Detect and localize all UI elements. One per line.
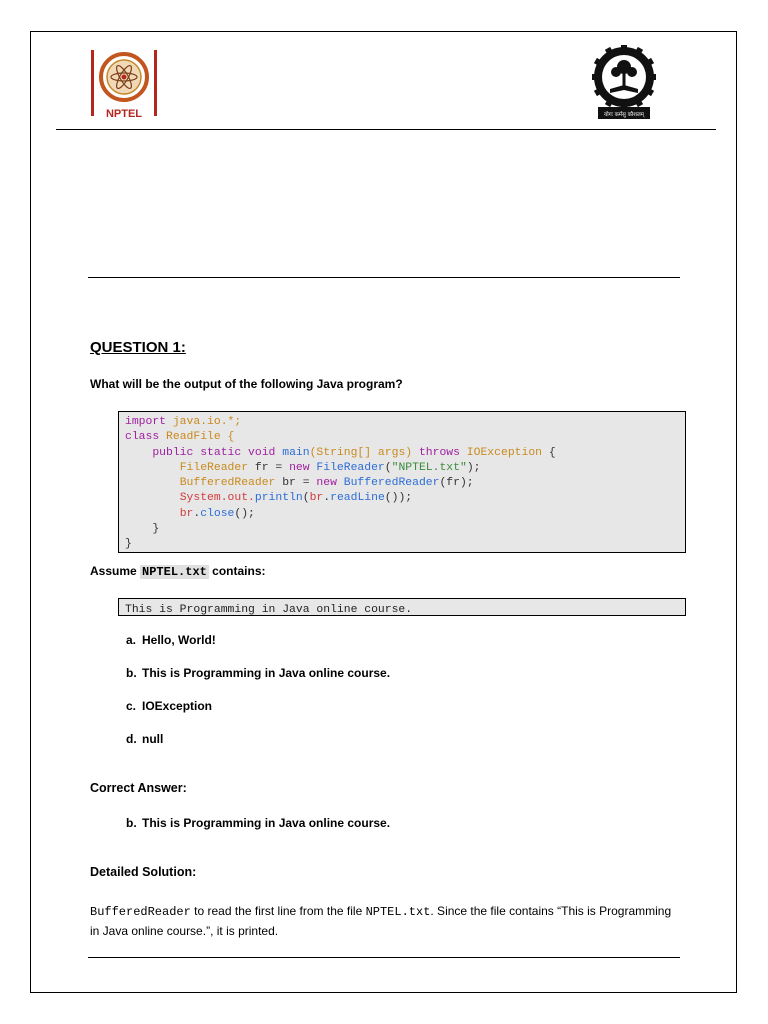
footer-divider (88, 957, 680, 958)
option-d: d. null (126, 732, 164, 746)
code-line-1: import java.io.*; (125, 416, 242, 428)
question-text: What will be the output of the following Java program? (90, 377, 403, 391)
option-c: c. IOException (126, 699, 213, 713)
file-contents-box (118, 598, 686, 616)
code-line-5: BufferedReader br = new BufferedReader(fr); (179, 477, 474, 490)
code-line-3: public static void main(String[] args) throws IOException { (152, 446, 556, 459)
section-divider (88, 277, 680, 278)
code-line-6: System.out.println(br.readLine()); (179, 492, 413, 505)
code-line-8: } (152, 523, 160, 536)
file-contents-text: This is Programming in Java online course. (125, 604, 413, 616)
detailed-solution-title: Detailed Solution: (90, 865, 197, 879)
detailed-solution-text: BufferedReader to read the first line from the file NPTEL.txt. Since the file contains “This is Programming in Java online course.”, it is printed. (90, 904, 672, 938)
option-b: b. This is Programming in Java online course. (126, 666, 391, 680)
code-line-2: class ReadFile { (125, 431, 235, 444)
code-block (118, 411, 686, 553)
svg-text:योगः कर्मसु कौशलम्: योगः कर्मसु कौशलम् (604, 112, 644, 118)
code-line-7: br.close(); (179, 507, 255, 520)
code-line-9: } (125, 538, 132, 551)
header-divider (56, 129, 716, 130)
assume-filename: NPTEL.txt (142, 565, 207, 579)
correct-answer: b. This is Programming in Java online course. (126, 816, 391, 830)
option-a: a. Hello, World! (126, 633, 216, 647)
institute-seal-logo (592, 45, 656, 121)
svg-text:NPTEL: NPTEL (105, 108, 143, 120)
question-title: QUESTION 1: (90, 339, 186, 356)
assume-text: Assume NPTEL.txt contains: (90, 564, 266, 579)
code-line-4: FileReader fr = new FileReader("NPTEL.txt"); (179, 461, 481, 474)
nptel-logo (91, 50, 157, 122)
correct-answer-title: Correct Answer: (90, 781, 187, 795)
